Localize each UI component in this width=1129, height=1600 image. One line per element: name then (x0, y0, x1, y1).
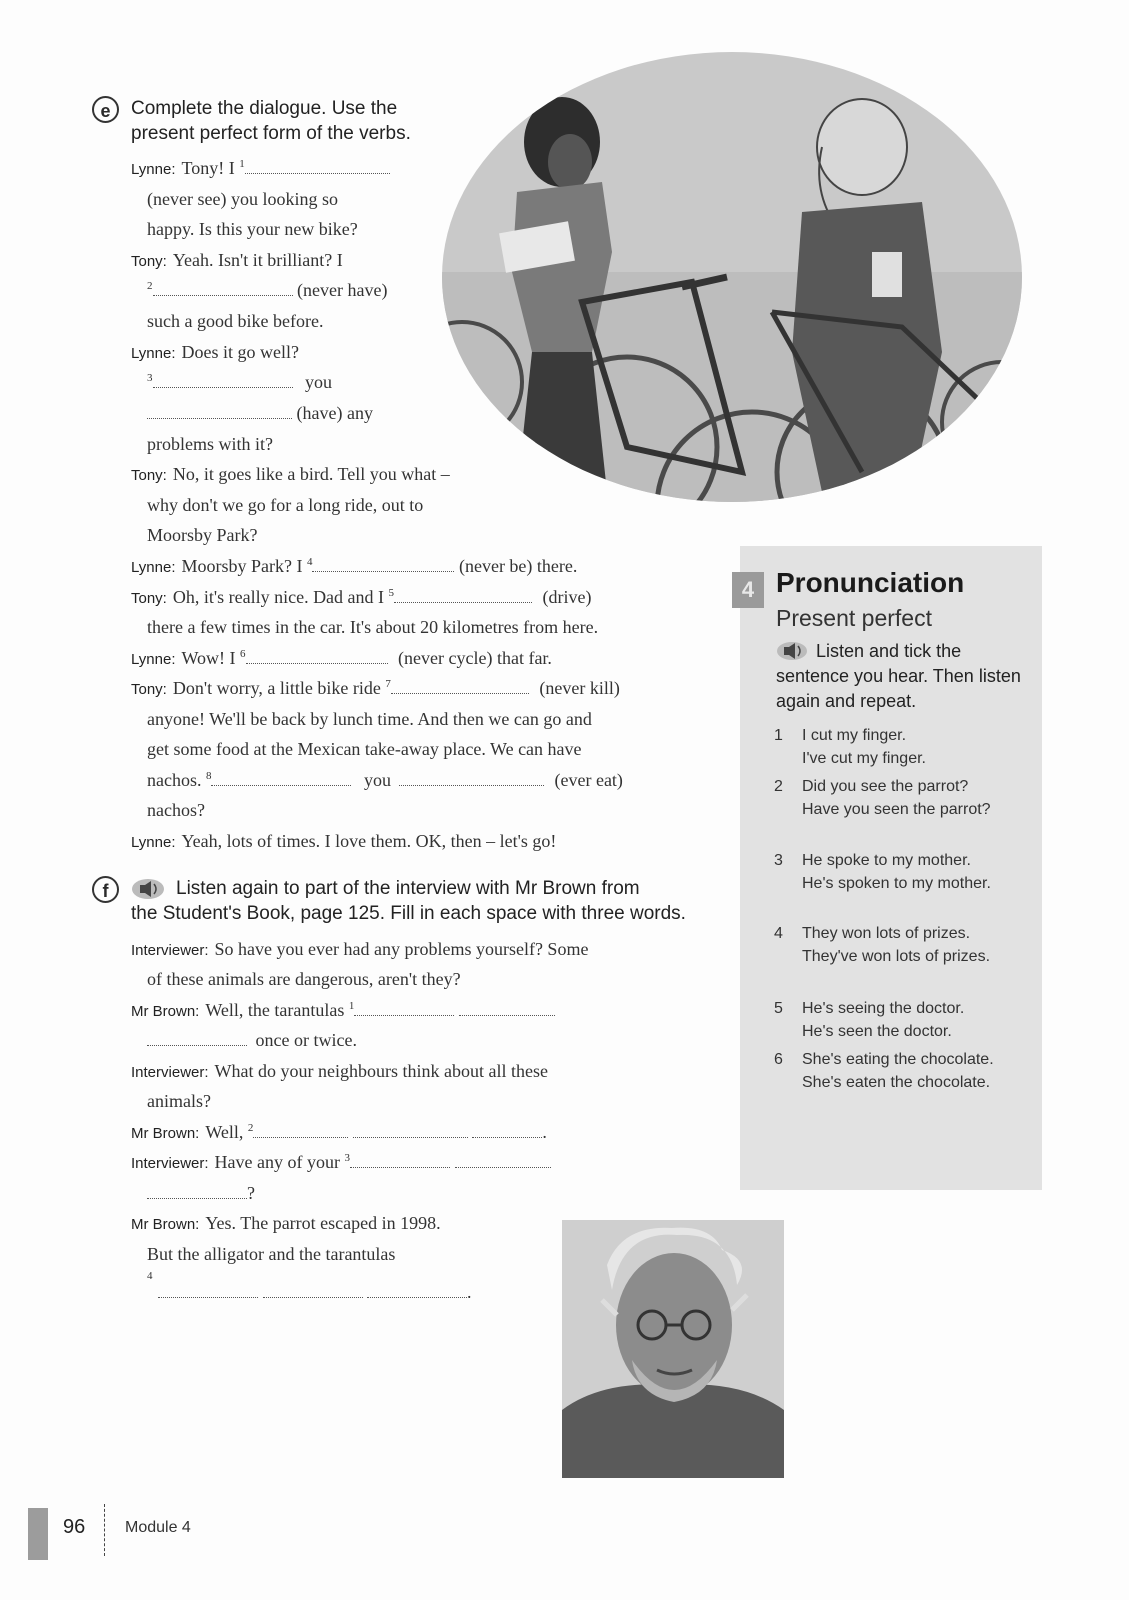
pronunciation-item (774, 997, 1002, 1043)
speaker: Lynne: (131, 651, 176, 668)
dialogue-line: why don't we go for a long ride, out to (147, 495, 424, 515)
gap-number: 3 (147, 372, 153, 384)
line-text: nachos. (147, 770, 202, 790)
section-subtitle: Present perfect (776, 605, 932, 631)
dialogue-line (131, 587, 592, 608)
option-a[interactable]: He spoke to my mother. (802, 852, 971, 869)
line-text: So have you ever had any problems yourself? Some (214, 939, 589, 959)
option-a[interactable]: I cut my finger. (802, 727, 907, 744)
gap-number: 3 (344, 1152, 350, 1164)
line-text: No, it goes like a bird. Tell you what – (172, 464, 450, 484)
gap-number: 5 (388, 587, 395, 599)
line-text: Have any of your (214, 1152, 340, 1172)
dialogue-line: nachos? (147, 800, 205, 820)
speaker: Tony: (131, 467, 167, 484)
gap-number: 8 (205, 770, 212, 782)
gap-number: 7 (385, 678, 391, 690)
pronunciation-item (774, 1048, 1002, 1094)
gap-number: 6 (240, 648, 246, 660)
dialogue-line (131, 831, 556, 852)
gap-number: 1 (348, 1000, 355, 1012)
answer-blank[interactable] (253, 1123, 348, 1138)
option-b[interactable]: They've won lots of prizes. (802, 948, 991, 965)
dialogue-line: animals? (147, 1091, 211, 1111)
dialogue-line (131, 678, 620, 699)
line-text: (have) any (296, 403, 373, 423)
dialogue-line: Moorsby Park? (147, 525, 258, 545)
pronunciation-item (774, 724, 1002, 770)
dialogue-line (131, 648, 552, 669)
dialogue-line (131, 250, 343, 271)
page-number: 96 (63, 1516, 86, 1538)
dialogue-line (131, 1152, 551, 1173)
dialogue-line: happy. Is this your new bike? (147, 219, 358, 239)
gap-number: 4 (306, 556, 313, 568)
dialogue-line (147, 403, 373, 424)
dialogue-line: problems with it? (147, 434, 273, 454)
answer-blank[interactable] (263, 1283, 363, 1298)
module-label: Module 4 (125, 1519, 191, 1536)
dialogue-line: But the alligator and the tarantulas (147, 1244, 396, 1264)
answer-blank[interactable] (153, 281, 293, 296)
line-text: Yeah. Isn't it brilliant? I (172, 250, 343, 270)
dialogue-line (131, 158, 390, 179)
exercise-e-instruction (131, 96, 411, 146)
mr-brown-photo (562, 1220, 784, 1478)
gap-number: 2 (147, 280, 153, 292)
line-text: (ever eat) (554, 770, 623, 790)
answer-blank[interactable] (246, 649, 388, 664)
dialogue-line (147, 770, 623, 791)
option-b[interactable]: She's eaten the chocolate. (802, 1074, 991, 1091)
line-text: ? (247, 1183, 255, 1203)
answer-blank[interactable] (391, 679, 529, 694)
item-number: 4 (774, 925, 783, 942)
dialogue-line (131, 342, 299, 363)
dialogue-line (147, 280, 387, 301)
answer-blank[interactable] (350, 1153, 450, 1168)
option-a[interactable]: Did you see the parrot? (802, 778, 969, 795)
dialogue-line (131, 1061, 548, 1082)
dialogue-line: such a good bike before. (147, 311, 324, 331)
option-a[interactable]: He's seeing the doctor. (802, 1000, 965, 1017)
line-text: once or twice. (255, 1030, 357, 1050)
line-text: Does it go well? (181, 342, 299, 362)
dialogue-line (131, 1122, 547, 1143)
pronunciation-item (774, 922, 1002, 968)
gap-number: 2 (247, 1122, 254, 1134)
instruction-line (131, 876, 686, 901)
pronunciation-box (740, 546, 1042, 1190)
dialogue-line (131, 1213, 441, 1234)
line-text: Yeah, lots of times. I love them. OK, then – let's go! (181, 831, 557, 851)
dialogue-line: there a few times in the car. It's about 20 kilometres from here. (147, 617, 599, 637)
item-number: 6 (774, 1051, 783, 1068)
line-text: Moorsby Park? I (181, 556, 303, 576)
item-number: 3 (774, 852, 783, 869)
gap-number: 1 (239, 158, 245, 170)
answer-blank[interactable] (459, 1001, 555, 1016)
exercise-e-badge: e (92, 96, 119, 123)
pronunciation-item (774, 775, 1002, 821)
section-title: Pronunciation (776, 567, 965, 598)
option-b[interactable]: Have you seen the parrot? (802, 801, 991, 818)
dialogue-line: of these animals are dangerous, aren't they? (147, 969, 461, 989)
section-number: 4 (732, 572, 764, 608)
option-b[interactable]: I've cut my finger. (802, 750, 926, 767)
item-number: 5 (774, 1000, 783, 1017)
answer-blank[interactable] (354, 1001, 454, 1016)
line-text: (never have) (297, 280, 388, 300)
answer-blank[interactable] (158, 1283, 258, 1298)
speaker: Mr Brown: (131, 1003, 200, 1020)
item-number: 2 (774, 778, 783, 795)
line-text: (never be) there. (458, 556, 578, 576)
speaker: Interviewer: (131, 942, 209, 959)
answer-blank[interactable] (367, 1283, 467, 1298)
speaker: Interviewer: (131, 1064, 209, 1081)
pronunciation-item (774, 849, 1002, 895)
dialogue-line: get some food at the Mexican take-away place. We can have (147, 739, 582, 759)
line-text: Wow! I (181, 648, 236, 668)
option-b[interactable]: He's seen the doctor. (802, 1023, 952, 1040)
dialogue-line (147, 372, 332, 393)
instruction-line: present perfect form of the verbs. (131, 123, 411, 144)
line-text: What do your neighbours think about all these (214, 1061, 548, 1081)
answer-blank[interactable] (147, 1031, 247, 1046)
speaker: Tony: (131, 590, 167, 607)
option-a[interactable]: They won lots of prizes. (802, 925, 971, 942)
bike-illustration (442, 52, 1022, 502)
speaker: Interviewer: (131, 1155, 209, 1172)
answer-blank[interactable] (147, 1184, 247, 1199)
exercise-f-badge: f (92, 876, 119, 903)
dialogue-line (131, 464, 450, 485)
line-text: Well, the tarantulas (205, 1000, 345, 1020)
answer-blank[interactable] (245, 159, 390, 174)
answer-blank[interactable] (312, 557, 454, 572)
footer-bar (28, 1508, 48, 1560)
line-text: (never cycle) that far. (398, 648, 552, 668)
exercise-f-instruction (131, 876, 686, 926)
option-b[interactable]: He's spoken to my mother. (802, 875, 991, 892)
line-text: you (305, 372, 332, 392)
item-number: 1 (774, 727, 783, 744)
instruction-text: Listen and tick the sentence you hear. Then listen again and repeat. (776, 641, 1021, 711)
speaker: Mr Brown: (131, 1216, 200, 1233)
dialogue-line: (never see) you looking so (147, 189, 338, 209)
speaker: Mr Brown: (131, 1125, 200, 1142)
dialogue-line (131, 939, 588, 960)
answer-blank[interactable] (353, 1123, 468, 1138)
instruction-line: Complete the dialogue. Use the (131, 98, 398, 119)
dialogue-line (147, 1183, 255, 1204)
line-text: Oh, it's really nice. Dad and I (172, 587, 385, 607)
dialogue-line (147, 1030, 357, 1051)
line-text: (drive) (542, 587, 592, 607)
dialogue-line (131, 1000, 555, 1021)
speaker: Lynne: (131, 161, 176, 178)
answer-blank[interactable] (472, 1123, 542, 1138)
answer-blank[interactable] (455, 1153, 551, 1168)
line-text: Don't worry, a little bike ride (172, 678, 381, 698)
speaker: Tony: (131, 681, 167, 698)
line-text: . (542, 1122, 547, 1142)
speaker: Lynne: (131, 559, 176, 576)
line-text: . (467, 1282, 472, 1302)
line-text: (never kill) (539, 678, 620, 698)
gap-number: 4 (147, 1270, 153, 1282)
speaker: Tony: (131, 253, 167, 270)
answer-blank[interactable] (399, 771, 544, 786)
dialogue-line: anyone! We'll be back by lunch time. And then we can go and (147, 709, 592, 729)
line-text: you (363, 770, 391, 790)
option-a[interactable]: She's eating the chocolate. (802, 1051, 994, 1068)
answer-blank[interactable] (147, 404, 292, 419)
speaker: Lynne: (131, 834, 176, 851)
line-text: Yes. The parrot escaped in 1998. (205, 1213, 441, 1233)
dialogue-line (158, 1282, 472, 1303)
speaker: Lynne: (131, 345, 176, 362)
footer-divider (104, 1504, 105, 1556)
answer-blank[interactable] (153, 373, 293, 388)
instruction-line: the Student's Book, page 125. Fill in each space with three words. (131, 903, 686, 924)
answer-blank[interactable] (394, 588, 532, 603)
instruction-text: Listen again to part of the interview with Mr Brown from (176, 878, 640, 899)
dialogue-line (147, 1270, 153, 1291)
dialogue-line (131, 556, 577, 577)
line-text: Tony! I (181, 158, 235, 178)
pronunciation-instruction (776, 639, 1026, 714)
answer-blank[interactable] (211, 771, 351, 786)
line-text: Well, (205, 1122, 244, 1142)
